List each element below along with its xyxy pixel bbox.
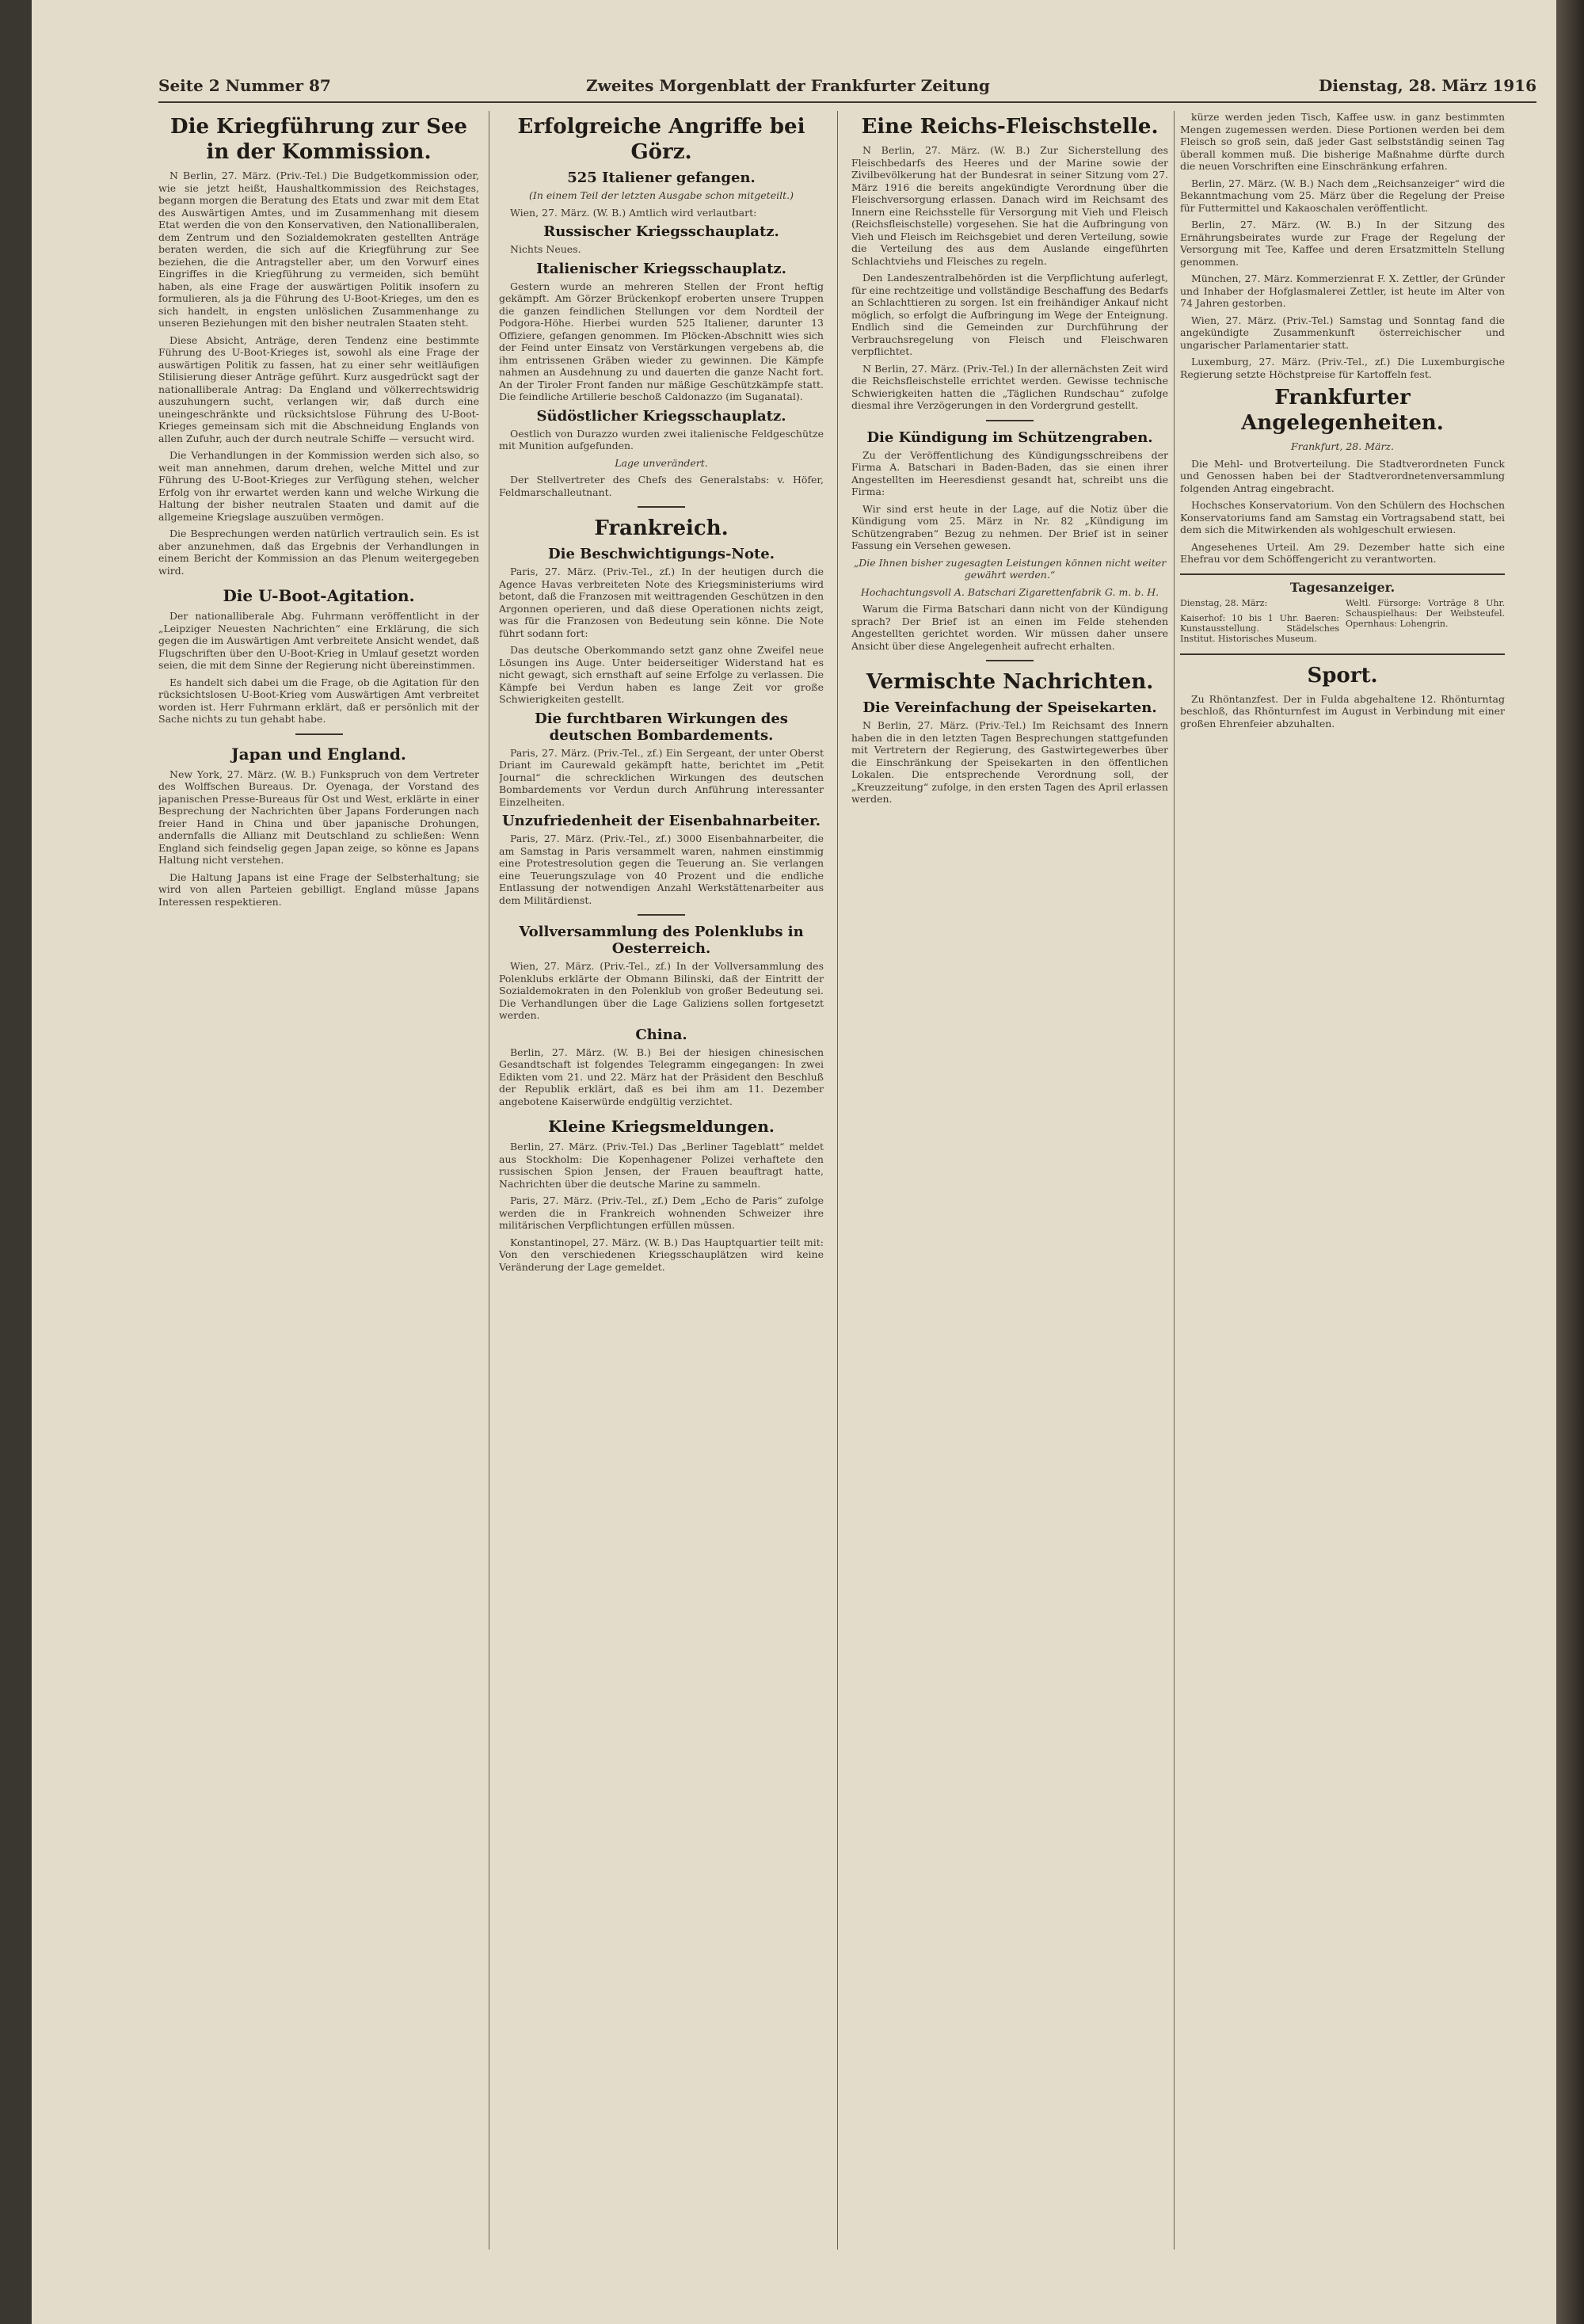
- section-heading: Südöstlicher Kriegsschauplatz.: [536, 407, 786, 425]
- article-paragraph: Paris, 27. März. (Priv.-Tel., zf.) Dem „Echo de Paris“ zufolge werden die in Frankreich wohnenden Schweizer ihre militärischen Verpflichtungen erfüllen müssen.: [499, 1194, 824, 1231]
- section-heading: China.: [635, 1026, 687, 1043]
- article-paragraph: Die Mehl- und Brotverteilung. Die Stadtverordneten Funck und Genossen haben bei der Stadtverordnetenversammlung folgenden Antrag eingebracht.: [1180, 457, 1505, 494]
- article-paragraph: Berlin, 27. März. (W. B.) Nach dem „Reichsanzeiger“ wird die Bekanntmachung vom 25. März über die Regelung der Preise für Futtermittel und Kakaoschalen veröffentlicht.: [1180, 177, 1505, 214]
- article-paragraph: N Berlin, 27. März. (Priv.-Tel.) In der allernächsten Zeit wird die Reichsfleischstelle errichtet werden. Gewisse technische Schwierigkeiten hatten die „Täglichen Rundschau“ zufolge diesmal ihre Verzögerungen in den Vordergrund gestellt.: [851, 362, 1168, 411]
- article-title: Die U-Boot-Agitation.: [223, 586, 415, 605]
- section-heading: Unzufriedenheit der Eisenbahnarbeiter.: [501, 813, 821, 829]
- section-heading: Die Kündigung im Schützengraben.: [866, 429, 1153, 446]
- article-paragraph: N Berlin, 27. März. (Priv.-Tel.) Die Budgetkommission oder, wie sie jetzt heißt, Haushaltkommission des Reichstages, begann morgen die Beratung des Etats und zwar mit dem Etat des Auswärtigen Amtes, und im Zusammenhang mit diesem Etat werden die von den Konservativen, den Nationalliberalen, dem Zentrum und den Sozialdemokraten gestellten Anträge beraten werden, die sich auf die Kriegführung zur See beziehen, die die Antragsteller aber, um den Vorwurf eines Eingriffes in die Kriegführung zu vermeiden, sich bemüht haben, als eine Frage der auswärtigen Politik insofern zu formulieren, als ja die Führung des U-Boot-Krieges, um den es sich handelt, in engsten unlöslichen Zusammenhange zu unseren Beziehungen mit den bisher neutralen Staaten steht.: [158, 170, 479, 329]
- dateline: Frankfurt, 28. März.: [1291, 440, 1394, 452]
- article-paragraph: Das deutsche Oberkommando setzt ganz ohne Zweifel neue Lösungen ins Auge. Unter beiderseitiger Widerstand hat es nicht gewagt, sich ernsthaft auf seine Erfolge zu verlassen. Die Kämpfe bei Verdun haben es lange Zeit vor große Schwierigkeiten gestellt.: [499, 644, 824, 705]
- article-paragraph: Die Verhandlungen in der Kommission werden sich also, so weit man annehmen, darum drehen, welche Mittel und zur Führung des U-Boot-Krieges zur Verfügung stehen, welcher Erfolg von ihr erwartet werden kann und welche Wirkung die Haltung der bisher neutralen Staaten und damit auf die allgemeine Kriegslage auszuüben vermögen.: [158, 449, 479, 523]
- section-heading: Die furchtbaren Wirkungen des deutschen Bombardements.: [535, 710, 788, 744]
- article-title: Die Kriegführung zur See in der Kommission.: [170, 115, 467, 164]
- book-binding: [1556, 0, 1584, 2324]
- tagesanzeiger-grid: [1180, 598, 1505, 649]
- article-title: Erfolgreiche Angriffe bei Görz.: [517, 115, 805, 164]
- article-subtitle: 525 Italiener gefangen.: [567, 170, 756, 186]
- article-paragraph: Warum die Firma Batschari dann nicht von der Kündigung sprach? Der Brief ist an einen im Felde stehenden Angestellten gerichtet worden. Wir müssen daher unsere Ansicht über diese Angelegenheit aufrecht erhalten.: [851, 603, 1168, 652]
- article-paragraph: Angesehenes Urteil. Am 29. Dezember hatte sich eine Ehefrau vor dem Schöffengericht zu verantworten.: [1180, 540, 1505, 565]
- article-paragraph: Paris, 27. März. (Priv.-Tel., zf.) In der heutigen durch die Agence Havas verbreiteten Note des Kriegsministeriums wird betont, daß die Franzosen mit weittragenden Geschützen in den Argonnen operieren, und daß diese Operationen nichts zeigt, was für die Franzosen von Bedeutung sein könne. Die Note führt sodann fort:: [499, 566, 824, 639]
- article-paragraph: Berlin, 27. März. (W. B.) Bei der hiesigen chinesischen Gesandtschaft ist folgendes Telegramm eingegangen: In zwei Edikten vom 21. und 22. März hat der Präsident den Beschluß der Republik erklärt, daß es bei ihm am 11. Dezember angebotene Kaiserwürde endgültig verzichtet.: [499, 1046, 824, 1107]
- column-divider: [1174, 111, 1175, 2250]
- column-2: [499, 111, 824, 2250]
- separator: [638, 914, 685, 916]
- article-paragraph: New York, 27. März. (W. B.) Funkspruch von dem Vertreter des Wolffschen Bureaus. Dr. Oyenaga, der Vorstand des japanischen Presse-Bureaus für Ost und West, erklärte in einer Besprechung der Nachrichten über Japans Forderungen nach freier Hand in China und über japanische Drohungen, andernfalls die Allianz mit Deutschland zu schließen: Wenn England sich feindselig gegen Japan zeige, so könne es Japans Haltung nicht verstehen.: [158, 768, 479, 866]
- article-paragraph: Die Haltung Japans ist eine Frage der Selbsterhaltung; sie wird von allen Parteien gebilligt. England müsse Japans Interessen respektieren.: [158, 871, 479, 908]
- article-title: Eine Reichs-Fleischstelle.: [861, 115, 1159, 139]
- signature: Hochachtungsvoll A. Batschari Zigarettenfabrik G. m. b. H.: [860, 585, 1159, 598]
- article-paragraph: Berlin, 27. März. (W. B.) In der Sitzung des Ernährungsbeirates wurde zur Frage der Regelung der Versorgung mit Tee, Kaffee und deren Ersatzmitteln Stellung genommen.: [1180, 219, 1505, 268]
- section-heading: Vollversammlung des Polenklubs in Oesterreich.: [519, 924, 804, 957]
- article-paragraph: kürze werden jeden Tisch, Kaffee usw. in ganz bestimmten Mengen zugemessen werden. Diese Portionen werden bei dem Fleisch so groß sein, daß jeder Gast selbstständig seinen Tag überall kommen muß. Die bisherige Maßnahme dürfte durch die neuen Vorschriften eine Einschränkung erfahren.: [1180, 111, 1505, 172]
- newspaper-title: Zweites Morgenblatt der Frankfurter Zeitung: [586, 76, 990, 95]
- article-paragraph: Wien, 27. März. (W. B.) Amtlich wird verlautbart:: [510, 206, 757, 219]
- ad-text: Kaiserhof: 10 bis 1 Uhr. Baeren: Kunstausstellung. Städelsches Institut. Historisches Museum.: [1180, 612, 1339, 644]
- page-header: [32, 76, 1536, 100]
- section-heading: Russischer Kriegsschauplatz.: [543, 223, 779, 240]
- article-subtitle: Die Vereinfachung der Speisekarten.: [862, 699, 1157, 716]
- separator: [986, 660, 1034, 661]
- tagesanzeiger-box: [1180, 573, 1505, 655]
- article-paragraph: Gestern wurde an mehreren Stellen der Front heftig gekämpft. Am Görzer Brückenkopf eroberten unsere Truppen die ganzen feindlichen Stellungen vor dem Nordteil der Podgora-Höhe. Hierbei wurden 525 Italiener, darunter 13 Offiziere, gefangen genommen. Im Plöcken-Abschnitt wies sich der Feind unter Einsatz von Verstärkungen vergebens ab, die ihm entrissenen Gräben wieder zu gewinnen. Die Kämpfe nahmen an Ausdehnung zu und dauerten die ganze Nacht fort. An der Tiroler Front fanden nur mäßige Geschützkämpfe statt. Die feindliche Artillerie beschoß Caldonazzo (im Suganatal).: [499, 280, 824, 402]
- tagesanzeiger-title: Tagesanzeiger.: [1289, 579, 1396, 595]
- ad-date: Dienstag, 28. März:: [1180, 597, 1268, 608]
- article-paragraph: Wir sind erst heute in der Lage, auf die Notiz über die Kündigung vom 25. März in Nr. 82 „Kündigung im Schützengraben“ Bezug zu nehmen. Der Brief ist in seiner Fassung ein Versehen gewesen.: [851, 502, 1168, 551]
- article-paragraph: München, 27. März. Kommerzienrat F. X. Zettler, der Gründer und Inhaber der Hofglasmalerei Zettler, ist heute im Alter von 74 Jahren gestorben.: [1180, 272, 1505, 309]
- section-heading: Italienischer Kriegsschauplatz.: [536, 260, 786, 277]
- article-paragraph: Zu der Veröffentlichung des Kündigungsschreibens der Firma A. Batschari in Baden-Baden, das sie einen ihrer Angestellten im Heeresdienst gesandt hat, schreibt uns die Firma:: [851, 448, 1168, 497]
- column-3: [851, 111, 1168, 2250]
- article-paragraph: Lage unverändert.: [615, 456, 708, 469]
- article-paragraph: Es handelt sich dabei um die Frage, ob die Agitation für den rücksichtslosen U-Boot-Krieg vom Auswärtigen Amt verbreitet worden ist. Herr Fuhrmann erklärt, daß er persönlich mit der Sache nichts zu tun gehabt habe.: [158, 676, 479, 725]
- article-paragraph: Oestlich von Durazzo wurden zwei italienische Feldgeschütze mit Munition aufgefunden.: [499, 427, 824, 451]
- article-paragraph: Konstantinopel, 27. März. (W. B.) Das Hauptquartier teilt mit: Von den verschiedenen Kriegsschauplätzen wird keine Veränderung der Lage gemeldet.: [499, 1236, 824, 1273]
- article-title: Japan und England.: [231, 744, 406, 764]
- article-note: (In einem Teil der letzten Ausgabe schon mitgeteilt.): [529, 189, 794, 201]
- ad-column: [1180, 598, 1339, 649]
- page-number: Seite 2 Nummer 87: [158, 76, 331, 95]
- column-1: [158, 111, 479, 2091]
- article-paragraph: N Berlin, 27. März. (W. B.) Zur Sicherstellung des Fleischbedarfs des Heeres und der Marine sowie der Zivilbevölkerung hat der Bundesrat in seiner Sitzung vom 27. März 1916 die bereits angekündigte Verordnung über die Fleischversorgung erlassen. Danach wird im Reichsamt des Innern eine Reichsstelle für Versorgung mit Vieh und Fleisch (Reichsfleischstelle) vorgesehen. Sie hat die Aufbringung von Vieh und Fleisch im Reichsgebiet und deren Verteilung, sowie die Verteilung des aus dem Auslande eingeführten Schlachtviehs und Fleisches zu regeln.: [851, 144, 1168, 267]
- article-title: Frankreich.: [594, 516, 729, 540]
- article-paragraph: Der nationalliberale Abg. Fuhrmann veröffentlicht in der „Leipziger Neuesten Nachrichten“ eine Erklärung, die sich gegen die im Auswärtigen Amt verbreitete Ansicht wendet, daß Flugschriften über den U-Boot-Krieg in Umlauf gesetzt worden seien, die mit dem Sinne der Regierung nicht übereinstimmen.: [158, 610, 479, 671]
- article-paragraph: Hochsches Konservatorium. Von den Schülern des Hochschen Konservatoriums fand am Samstag ein Vortragsabend statt, bei dem sich die Mitwirkenden als wohlgeschult erwiesen.: [1180, 499, 1505, 535]
- signature: Der Stellvertreter des Chefs des Generalstabs: v. Höfer, Feldmarschalleutnant.: [499, 474, 824, 498]
- article-title: Sport.: [1307, 663, 1378, 688]
- article-paragraph: Nichts Neues.: [510, 243, 581, 255]
- article-paragraph: Zu Rhöntanzfest. Der in Fulda abgehaltene 12. Rhönturntag beschloß, das Rhönturnfest im August in Verbindung mit einer großen Ehrenfeier abzuhalten.: [1180, 692, 1505, 730]
- ad-column: [1346, 598, 1505, 649]
- quote: „Die Ihnen bisher zugesagten Leistungen können nicht weiter gewährt werden.“: [853, 556, 1167, 581]
- article-paragraph: Wien, 27. März. (Priv.-Tel., zf.) In der Vollversammlung des Polenklubs erklärte der Obmann Bilinski, daß der Eintritt der Sozialdemokraten in den Polenklub von großer Bedeutung sei. Die Verhandlungen über die Lage Galiziens sollen fortgesetzt werden.: [499, 960, 824, 1021]
- article-paragraph: Wien, 27. März. (Priv.-Tel.) Samstag und Sonntag fand die angekündigte Zusammenkunft österreichischer und ungarischer Parlamentarier statt.: [1180, 314, 1505, 351]
- ad-text: Weltl. Fürsorge: Vorträge 8 Uhr. Schauspielhaus: Der Weibsteufel. Opernhaus: Lohengrin.: [1346, 597, 1505, 629]
- column-divider: [837, 111, 838, 2250]
- article-paragraph: Paris, 27. März. (Priv.-Tel., zf.) Ein Sergeant, der unter Oberst Driant im Caurewald gekämpft hatte, berichtet im „Petit Journal“ die schrecklichen Wirkungen des deutschen Bombardements vor Verdun durch Anführung interessanter Einzelheiten.: [499, 746, 824, 808]
- article-title: Kleine Kriegsmeldungen.: [548, 1117, 775, 1136]
- article-paragraph: Luxemburg, 27. März. (Priv.-Tel., zf.) Die Luxemburgische Regierung setzte Höchstpreise für Kartoffeln fest.: [1180, 356, 1505, 380]
- article-paragraph: N Berlin, 27. März. (Priv.-Tel.) Im Reichsamt des Innern haben die in den letzten Tagen Besprechungen stattgefunden mit Vertretern der Regierung, des Gastwirtegewerbes über die Einschränkung der Speisekarten in den öffentlichen Lokalen. Die entsprechende Verordnung soll, der „Kreuzzeitung“ zufolge, in den ersten Tagen des April erlassen werden.: [851, 719, 1168, 805]
- column-4: [1180, 111, 1505, 2273]
- separator: [295, 733, 343, 735]
- article-paragraph: Diese Absicht, Anträge, deren Tendenz eine bestimmte Führung des U-Boot-Krieges ist, sowohl als eine Frage der auswärtigen Politik zu fassen, hat zu einer sehr weitläufigen Stilisierung dieser Anträge geführt. Kurz ausgedrückt sagt der nationalliberale Antrag: Da England und völkerrechtswidrig auszuhungern sucht, verlangen wir, daß durch eine uneingeschränkte und rücksichtslose Führung des U-Boot-Krieges gemeinsam sich mit die Abschneidung Englands von allen Zufuhr, auch der durch neutrale Schiffe — versucht wird.: [158, 333, 479, 444]
- header-rule: [158, 101, 1536, 103]
- article-title: Frankfurter Angelegenheiten.: [1241, 386, 1444, 435]
- article-paragraph: Die Besprechungen werden natürlich vertraulich sein. Es ist aber anzunehmen, daß das Ergebnis der Verhandlungen in einem Bericht der Kommission an das Plenum weitergegeben wird.: [158, 528, 479, 577]
- separator: [986, 420, 1034, 421]
- article-paragraph: Berlin, 27. März. (Priv.-Tel.) Das „Berliner Tageblatt“ meldet aus Stockholm: Die Kopenhagener Polizei verhaftete den russischen Spion Jensen, der Frauen beauftragt hatte, Nachrichten über die deutsche Marine zu sammeln.: [499, 1141, 824, 1190]
- article-title: Vermischte Nachrichten.: [866, 670, 1154, 694]
- article-paragraph: Den Landeszentralbehörden ist die Verpflichtung auferlegt, für eine rechtzeitige und vollständige Beschaffung des Bedarfs an Schlachttieren zu sorgen. Ist ein freihändiger Ankauf nicht möglich, so erfolgt die Aufbringung im Wege der Enteignung. Endlich sind die Gemeinden zur Durchführung der Verbrauchsregelung von Fleisch und Fleischwaren verpflichtet.: [851, 272, 1168, 357]
- issue-date: Dienstag, 28. März 1916: [1319, 76, 1536, 95]
- article-subtitle: Die Beschwichtigungs-Note.: [548, 546, 775, 562]
- article-paragraph: Paris, 27. März. (Priv.-Tel., zf.) 3000 Eisenbahnarbeiter, die am Samstag in Paris versammelt waren, nahmen einstimmig eine Protestresolution gegen die Teuerung an. Sie verlangen eine Teuerungszulage von 40 Prozent und die endliche Entlassung der notwendigen Anzahl Werkstättenarbeiter aus dem Militärdienst.: [499, 832, 824, 906]
- separator: [638, 506, 685, 508]
